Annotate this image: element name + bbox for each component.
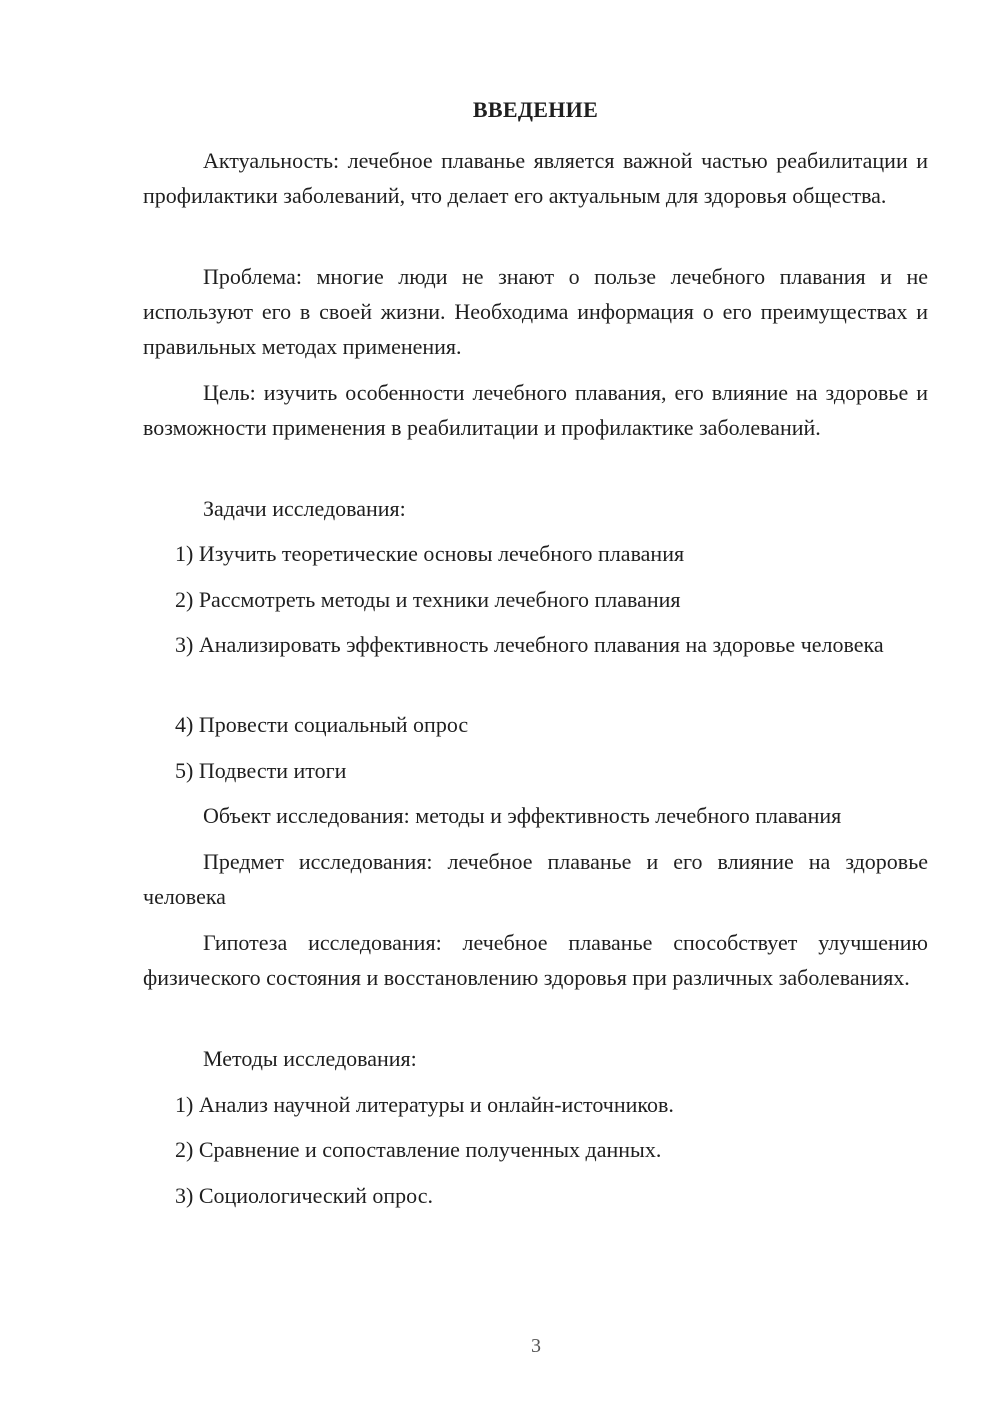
- section-heading: ВВЕДЕНИЕ: [472, 97, 599, 122]
- task-item: 2) Рассмотреть методы и техники лечебного плавания: [175, 587, 681, 612]
- problem-paragraph: Проблема: многие люди не знают о пользе лечебного плавания и не используют его в своей жизни. Необходима информация о его преимуществах и правильных методах применения.: [143, 264, 928, 359]
- task-item: 5) Подвести итоги: [175, 758, 347, 783]
- tasks-title: Задачи исследования:: [203, 496, 406, 521]
- method-item: 3) Социологический опрос.: [175, 1183, 433, 1208]
- object-paragraph: Объект исследования: методы и эффективность лечебного плавания: [203, 803, 842, 828]
- task-item: 4) Провести социальный опрос: [175, 712, 469, 737]
- task-item: 3) Анализировать эффективность лечебного плавания на здоровье человека: [175, 632, 884, 657]
- method-item: 1) Анализ научной литературы и онлайн-источников.: [175, 1092, 674, 1117]
- method-item: 2) Сравнение и сопоставление полученных данных.: [175, 1137, 662, 1162]
- hypothesis-paragraph: Гипотеза исследования: лечебное плаванье способствует улучшению физического состояния и восстановлению здоровья при различных заболеваниях.: [143, 930, 928, 990]
- relevance-paragraph: Актуальность: лечебное плаванье является важной частью реабилитации и профилактики заболеваний, что делает его актуальным для здоровья общества.: [143, 148, 928, 208]
- subject-paragraph: Предмет исследования: лечебное плаванье и его влияние на здоровье человека: [143, 849, 928, 909]
- page-number: 3: [531, 1335, 541, 1357]
- methods-title: Методы исследования:: [203, 1046, 417, 1071]
- task-item: 1) Изучить теоретические основы лечебного плавания: [175, 541, 685, 566]
- goal-paragraph: Цель: изучить особенности лечебного плавания, его влияние на здоровье и возможности применения в реабилитации и профилактике заболеваний.: [143, 380, 928, 440]
